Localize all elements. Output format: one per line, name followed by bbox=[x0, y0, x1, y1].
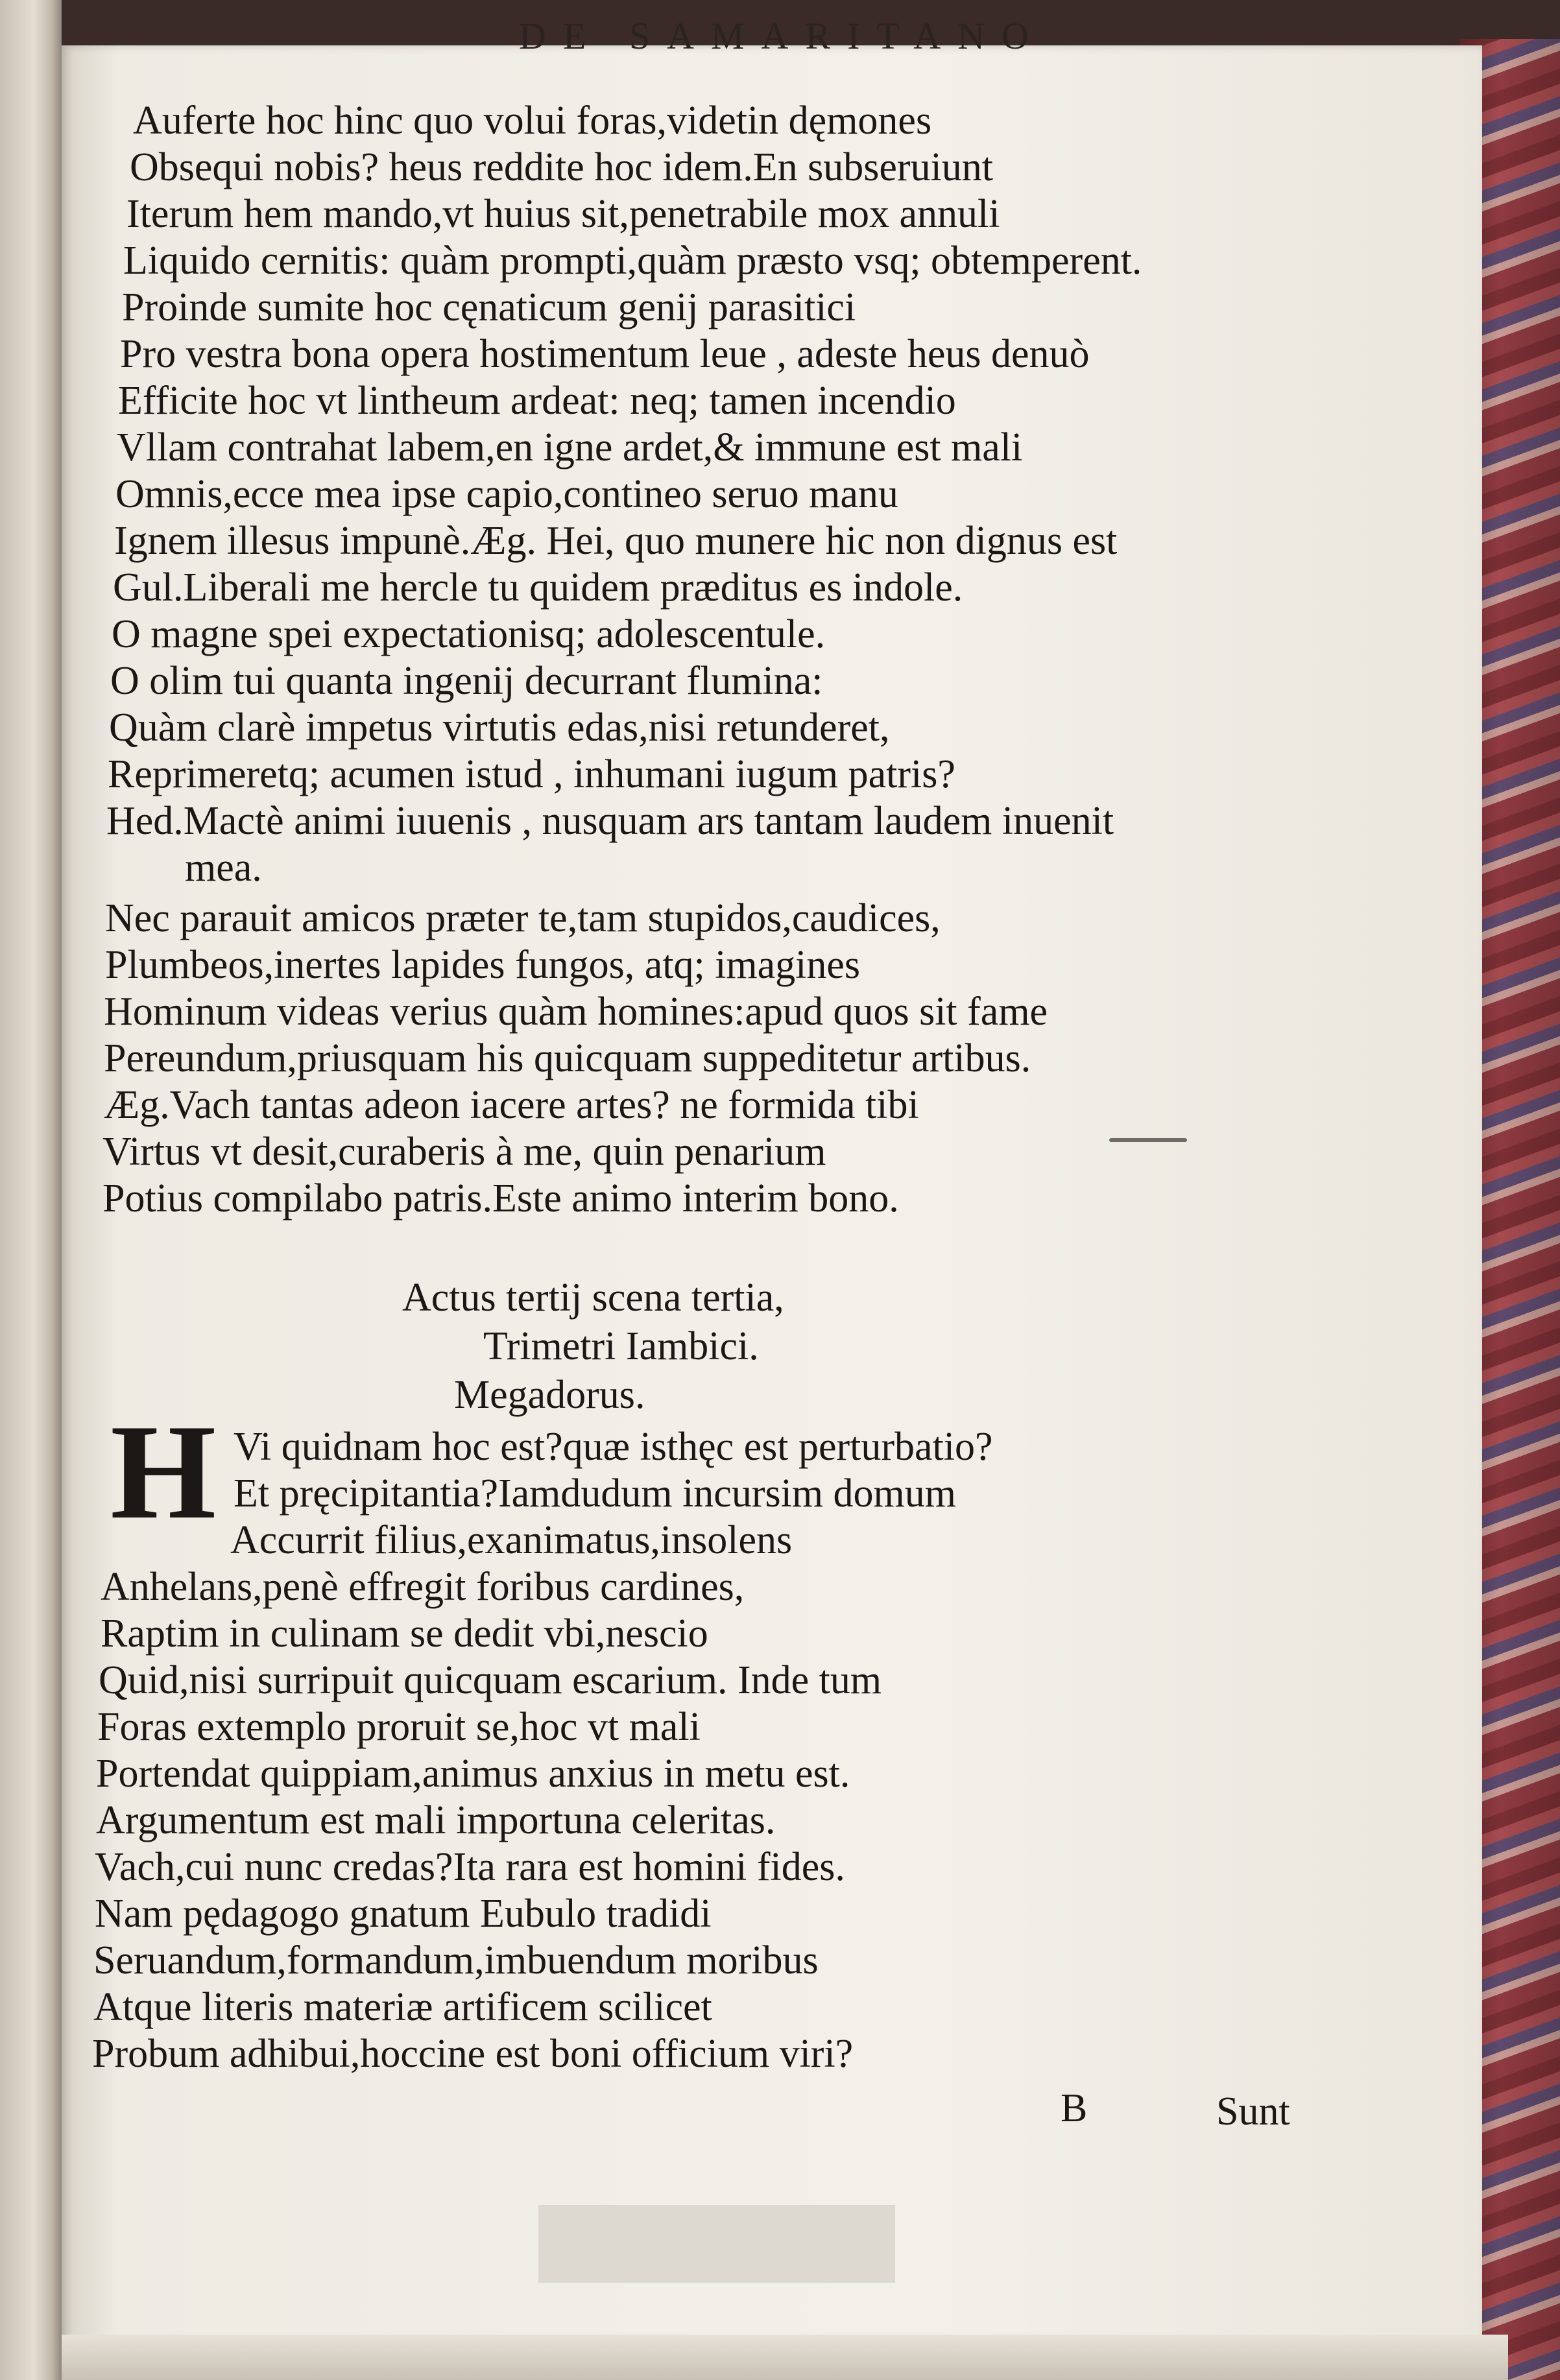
verse-line: Et pręcipitantia?Iamdudum incursim domum bbox=[234, 1471, 957, 1516]
verse-line: Hed.Mactè animi iuuenis , nusquam ars tantam laudem inuenit bbox=[106, 799, 1114, 843]
verse-line: Proinde sumite hoc cęnaticum genij parasitici bbox=[122, 285, 856, 329]
running-header: DE SAMARITANO bbox=[519, 15, 1046, 57]
verse-line: O olim tui quanta ingenij decurrant flumina: bbox=[110, 659, 823, 703]
verse-line: Æg.Vach tantas adeon iacere artes? ne formida tibi bbox=[104, 1083, 919, 1127]
verse-line: Ignem illesus impunè.Æg. Hei, quo munere hic non dignus est bbox=[114, 519, 1118, 563]
verse-line: Pro vestra bona opera hostimentum leue , adeste heus denuò bbox=[120, 332, 1090, 376]
verse-line: Liquido cernitis: quàm prompti,quàm præsto vsq; obtemperent. bbox=[123, 239, 1142, 283]
verse-line: Nec parauit amicos præter te,tam stupidos,caudices, bbox=[105, 896, 941, 940]
verse-line: Efficite hoc vt lintheum ardeat: neq; tamen incendio bbox=[118, 379, 956, 423]
verse-line: Quàm clarè impetus virtutis edas,nisi retunderet, bbox=[109, 706, 890, 750]
verse-line: Seruandum,formandum,imbuendum moribus bbox=[93, 1938, 819, 1982]
verse-line-turnover: mea. bbox=[185, 846, 262, 890]
verse-line: Potius compilabo patris.Este animo interim bono. bbox=[102, 1176, 899, 1220]
verse-line: Plumbeos,inertes lapides fungos, atq; imagines bbox=[105, 943, 861, 987]
verse-line: Atque literis materiæ artificem scilicet bbox=[93, 1985, 712, 2029]
verse-line: Accurrit filius,exanimatus,insolens bbox=[230, 1518, 793, 1562]
verse-line: Vach,cui nunc credas?Ita rara est homini fides. bbox=[95, 1845, 845, 1889]
verse-line: Vllam contrahat labem,en igne ardet,& immune est mali bbox=[117, 425, 1023, 470]
verse-line: Portendat quippiam,animus anxius in metu est. bbox=[96, 1752, 850, 1796]
verse-line: Raptim in culinam se dedit vbi,nescio bbox=[101, 1612, 708, 1656]
verse-line: Quid,nisi surripuit quicquam escarium. Inde tum bbox=[99, 1658, 882, 1702]
facing-page-gutter bbox=[0, 0, 62, 2380]
verse-line: Auferte hoc hinc quo volui foras,videtin dęmones bbox=[133, 99, 932, 143]
ink-mark bbox=[1109, 1138, 1187, 1142]
verse-line: Iterum hem mando,vt huius sit,penetrabile mox annuli bbox=[126, 192, 1000, 236]
verse-line: O magne spei expectationisq; adolescentule. bbox=[112, 612, 826, 656]
verse-line: Argumentum est mali importuna celeritas. bbox=[96, 1798, 776, 1842]
signature-mark: B bbox=[1061, 2086, 1088, 2130]
verse-line: Obsequi nobis? heus reddite hoc idem.En subseruiunt bbox=[130, 145, 994, 189]
verse-line: Foras extemplo proruit se,hoc vt mali bbox=[97, 1705, 701, 1749]
drop-cap: H bbox=[110, 1397, 217, 1547]
verse-line: Reprimeretq; acumen istud , inhumani iugum patris? bbox=[108, 752, 955, 796]
verse-line: Anhelans,penè effregit foribus cardines, bbox=[101, 1565, 745, 1609]
verse-line: Virtus vt desit,curaberis à me, quin penarium bbox=[102, 1130, 826, 1174]
verse-line: Vi quidnam hoc est?quæ isthęc est perturbatio? bbox=[234, 1425, 993, 1469]
verse-line: Pereundum,priusquam his quicquam suppeditetur artibus. bbox=[104, 1036, 1031, 1080]
page-bottom-edge bbox=[62, 2335, 1508, 2380]
scene-heading-meter: Trimetri Iambici. bbox=[483, 1324, 759, 1368]
verse-line: Probum adhibui,hoccine est boni officium viri? bbox=[92, 2032, 854, 2076]
redaction-box bbox=[538, 2205, 895, 2283]
scene-heading-speaker: Megadorus. bbox=[454, 1373, 645, 1417]
verse-line: Hominum videas verius quàm homines:apud quos sit fame bbox=[104, 990, 1048, 1034]
scene-heading-act: Actus tertij scena tertia, bbox=[402, 1276, 784, 1320]
verse-line: Gul.Liberali me hercle tu quidem præditus es indole. bbox=[113, 565, 963, 610]
verse-line: Nam pędagogo gnatum Eubulo tradidi bbox=[95, 1892, 712, 1936]
verse-line: Omnis,ecce mea ipse capio,contineo seruo manu bbox=[115, 472, 898, 516]
catchword: Sunt bbox=[1216, 2089, 1290, 2134]
